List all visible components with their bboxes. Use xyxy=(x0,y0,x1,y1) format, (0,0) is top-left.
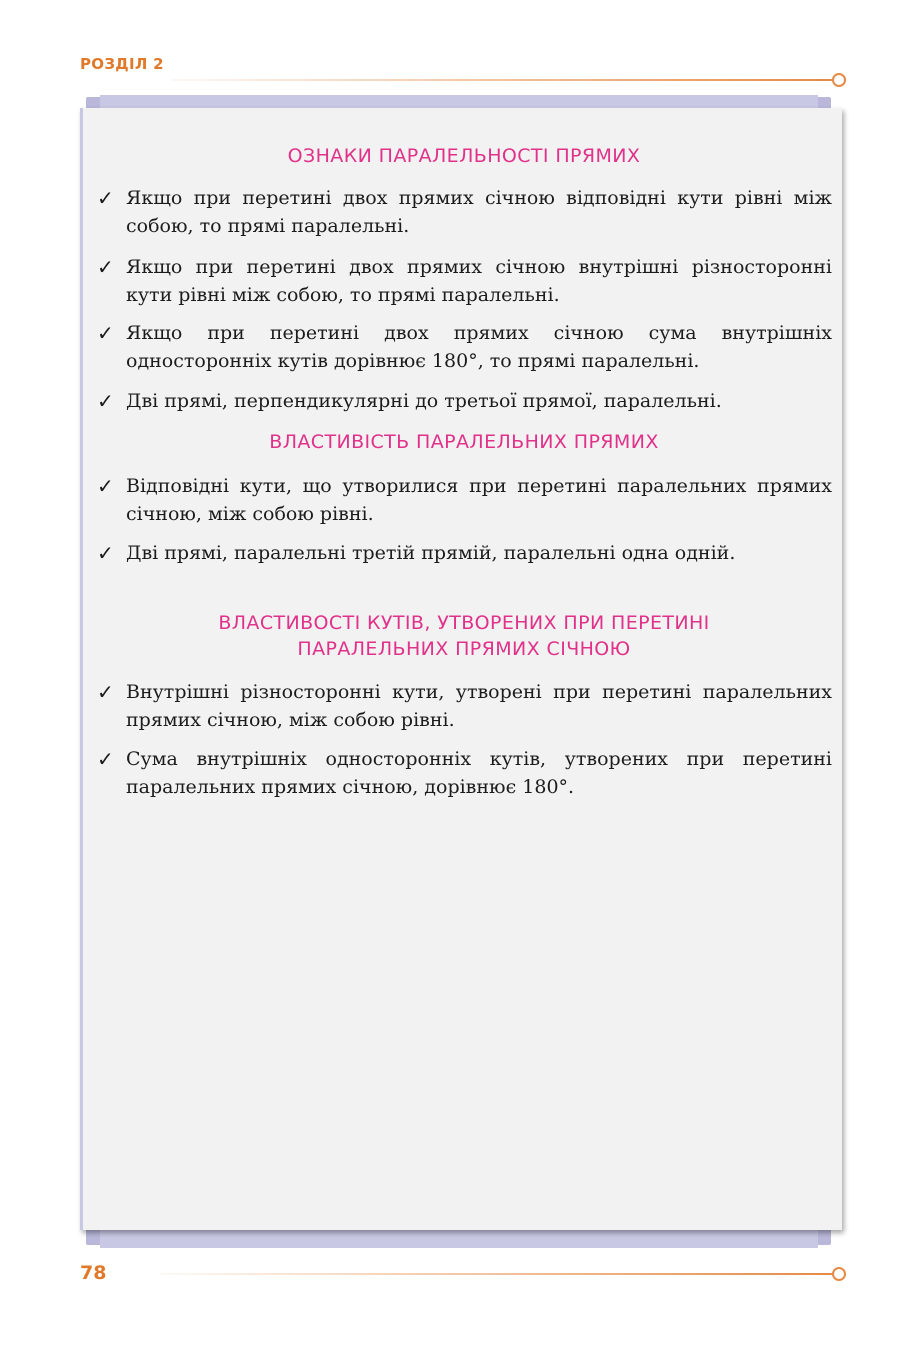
list-item-text: Відповідні кути, що утворилися при перетині паралельних прямих січною, між собою рівні. xyxy=(126,475,832,525)
list-item-text: Якщо при перетині двох прямих січною внутрішні різносторонні кути рівні між собою, то прямі паралельні. xyxy=(126,256,832,306)
bottom-rule-circle xyxy=(832,1267,846,1281)
checkmark-icon: ✓ xyxy=(97,680,114,704)
checkmark-icon: ✓ xyxy=(97,255,114,279)
list-item-text: Внутрішні різносторонні кути, утворені при перетині паралельних прямих січною, між собою рівні. xyxy=(126,681,832,731)
content-panel xyxy=(80,108,842,1230)
list-item-text: Дві прямі, перпендикулярні до третьої прямої, паралельні. xyxy=(126,390,722,412)
list-item-text: Якщо при перетині двох прямих січною відповідні кути рівні між собою, то прямі паралельні. xyxy=(126,187,832,237)
section-label: РОЗДІЛ 2 xyxy=(80,55,164,73)
checkmark-icon: ✓ xyxy=(97,541,114,565)
section-heading-line: ПАРАЛЕЛЬНИХ ПРЯМИХ СІЧНОЮ xyxy=(297,638,631,660)
checkmark-icon: ✓ xyxy=(97,747,114,771)
section-heading-angles xyxy=(83,610,845,662)
checkmark-icon: ✓ xyxy=(97,186,114,210)
checkmark-icon: ✓ xyxy=(97,474,114,498)
section-heading-property: ВЛАСТИВІСТЬ ПАРАЛЕЛЬНИХ ПРЯМИХ xyxy=(269,431,659,453)
section-heading-line: ВЛАСТИВОСТІ КУТІВ, УТВОРЕНИХ ПРИ ПЕРЕТИНІ xyxy=(218,612,710,634)
bottom-rule-line xyxy=(160,1273,834,1275)
list-item-text: Якщо при перетині двох прямих січною сума внутрішніх односторонніх кутів дорівнює 180°, то прямі паралельні. xyxy=(126,322,832,372)
checkmark-icon: ✓ xyxy=(97,389,114,413)
checkmark-icon: ✓ xyxy=(97,321,114,345)
top-rule-circle xyxy=(832,73,846,87)
top-rule-line xyxy=(170,79,834,81)
list-item-text: Дві прямі, паралельні третій прямій, паралельні одна одній. xyxy=(126,542,736,564)
page-number: 78 xyxy=(80,1262,107,1284)
list-item-text: Сума внутрішніх односторонніх кутів, утворених при перетині паралельних прямих січною, дорівнює 180°. xyxy=(126,748,832,798)
section-heading-criteria: ОЗНАКИ ПАРАЛЕЛЬНОСТІ ПРЯМИХ xyxy=(287,145,641,167)
